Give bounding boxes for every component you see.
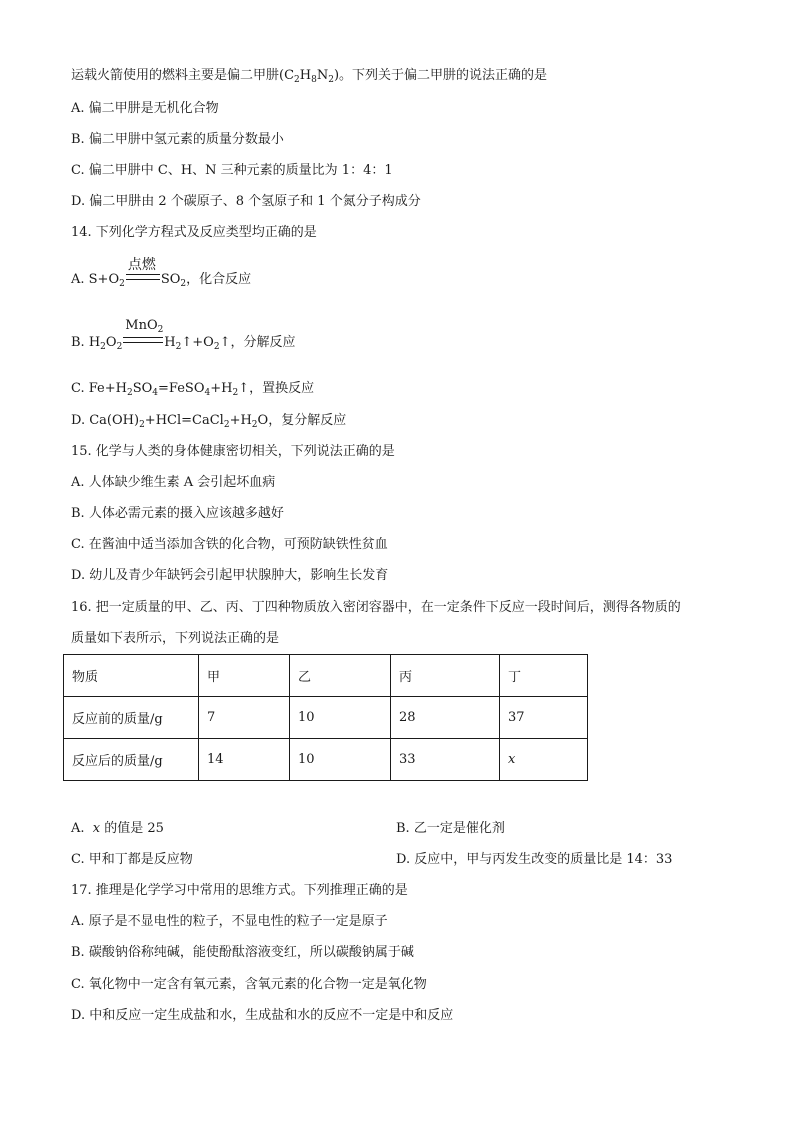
- q17-stem: 17. 推理是化学学习中常用的思维方式。下列推理正确的是: [71, 883, 408, 898]
- equation-text: ↑+O: [181, 335, 214, 350]
- q17-option-a: A. 原子是不显电性的粒子，不显电性的粒子一定是原子: [71, 914, 388, 929]
- q17-option-d: D. 中和反应一定生成盐和水，生成盐和水的反应不一定是中和反应: [71, 1008, 454, 1023]
- reaction-condition: [125, 257, 161, 289]
- subscript: 2: [116, 342, 123, 352]
- equation-text: +HCl=CaCl: [144, 413, 224, 428]
- q15-stem: 15. 化学与人类的身体健康密切相关，下列说法正确的是: [71, 444, 395, 459]
- option-label: A.: [71, 821, 85, 836]
- equation-text: +H: [229, 413, 252, 428]
- equation-text: C. Fe+H: [71, 381, 127, 396]
- table-row: [64, 697, 588, 739]
- table-header-cell: 物质: [64, 655, 199, 697]
- table-cell: 28: [391, 697, 500, 739]
- q14-option-d: [71, 412, 346, 434]
- mass-table: [63, 654, 588, 781]
- equals-sign: [126, 274, 160, 280]
- subscript: 2: [294, 75, 300, 85]
- equation-text: =FeSO: [158, 381, 205, 396]
- q16-option-a: [71, 820, 164, 838]
- table-header-cell: 乙: [290, 655, 391, 697]
- q16-stem-line1: 16. 把一定质量的甲、乙、丙、丁四种物质放入密闭容器中，在一定条件下反应一段时间后，测得各物质的: [71, 600, 681, 615]
- table-cell: 14: [199, 739, 290, 781]
- subscript: 2: [126, 388, 133, 398]
- subscript: 8: [311, 75, 317, 85]
- equation-text: SO: [160, 272, 181, 287]
- subscript: 2: [175, 342, 182, 352]
- reaction-type: ↑，置换反应: [238, 381, 315, 396]
- subscript: 4: [152, 388, 159, 398]
- q16-option-c: C. 甲和丁都是反应物: [71, 852, 193, 867]
- condition-label: 点燃: [127, 257, 156, 273]
- equation-text: SO: [132, 381, 153, 396]
- q14-stem: 14. 下列化学方程式及反应类型均正确的是: [71, 225, 317, 240]
- q14-option-b: [71, 318, 296, 356]
- table-cell: 10: [290, 697, 391, 739]
- q15-option-c: C. 在酱油中适当添加含铁的化合物，可预防缺铁性贫血: [71, 537, 388, 552]
- equation-text: D. Ca(OH): [71, 413, 140, 428]
- subscript: 2: [100, 342, 106, 352]
- q13-stem-text: )。下列关于偏二甲肼的说法正确的是: [333, 68, 548, 83]
- equation-text: H: [164, 335, 176, 350]
- q16-option-d: D. 反应中，甲与丙发生改变的质量比是 14：33: [396, 852, 673, 867]
- subscript: 2: [180, 279, 187, 289]
- q16-stem-line2: 质量如下表所示，下列说法正确的是: [71, 631, 280, 646]
- table-row: [64, 655, 588, 697]
- subscript: 2: [223, 420, 230, 430]
- table-cell: 7: [199, 697, 290, 739]
- subscript: 2: [157, 325, 164, 335]
- table-header-cell: 丁: [500, 655, 588, 697]
- q13-option-c: C. 偏二甲肼中 C、H、N 三种元素的质量比为 1：4：1: [71, 163, 393, 178]
- reaction-type: ↑，分解反应: [219, 335, 296, 350]
- q13-option-b: B. 偏二甲肼中氢元素的质量分数最小: [71, 132, 284, 147]
- q13-stem-text: 运载火箭使用的燃料主要是偏二甲肼(C: [71, 68, 295, 83]
- q14-option-c: [71, 380, 314, 402]
- subscript: 2: [139, 420, 145, 430]
- subscript: 2: [119, 279, 125, 289]
- q17-option-b: B. 碳酸钠俗称纯碱，能使酚酞溶液变红，所以碳酸钠属于碱: [71, 945, 414, 960]
- subscript: 2: [328, 75, 334, 85]
- equation-text: B. H: [71, 335, 101, 350]
- q13-stem: [71, 67, 547, 89]
- equation-text: O: [105, 335, 117, 350]
- table-header-cell: 丙: [391, 655, 500, 697]
- table-cell: 反应前的质量/g: [64, 697, 199, 739]
- q15-option-b: B. 人体必需元素的摄入应该越多越好: [71, 506, 284, 521]
- table-cell: x: [500, 739, 588, 781]
- variable: x: [92, 821, 101, 836]
- subscript: 2: [251, 420, 258, 430]
- q13-stem-text: H: [299, 68, 312, 83]
- table-cell: 33: [391, 739, 500, 781]
- q16-option-b: B. 乙一定是催化剂: [396, 821, 505, 836]
- table-cell: 10: [290, 739, 391, 781]
- table-cell: 反应后的质量/g: [64, 739, 199, 781]
- subscript: 2: [232, 388, 239, 398]
- option-text: 的值是 25: [100, 821, 164, 836]
- reaction-type: ，化合反应: [186, 272, 252, 287]
- q14-option-a: [71, 257, 252, 293]
- q13-option-a: A. 偏二甲肼是无机化合物: [71, 101, 219, 116]
- equation-text: +H: [210, 381, 233, 396]
- q13-stem-text: N: [316, 68, 329, 83]
- condition-label: MnO: [125, 318, 158, 333]
- q15-option-d: D. 幼儿及青少年缺钙会引起甲状腺肿大，影响生长发育: [71, 568, 389, 583]
- subscript: 4: [204, 388, 211, 398]
- q17-option-c: C. 氧化物中一定含有氧元素，含氧元素的化合物一定是氧化物: [71, 977, 427, 992]
- q15-option-a: A. 人体缺少维生素 A 会引起坏血病: [71, 475, 276, 490]
- table-cell: 37: [500, 697, 588, 739]
- table-header-cell: 甲: [199, 655, 290, 697]
- reaction-condition: [122, 318, 164, 352]
- q13-option-d: D. 偏二甲肼由 2 个碳原子、8 个氢原子和 1 个氮分子构成分: [71, 194, 421, 209]
- reaction-type: O，复分解反应: [257, 413, 347, 428]
- subscript: 2: [213, 342, 220, 352]
- table-row: [64, 739, 588, 781]
- equation-text: A. S+O: [71, 272, 120, 287]
